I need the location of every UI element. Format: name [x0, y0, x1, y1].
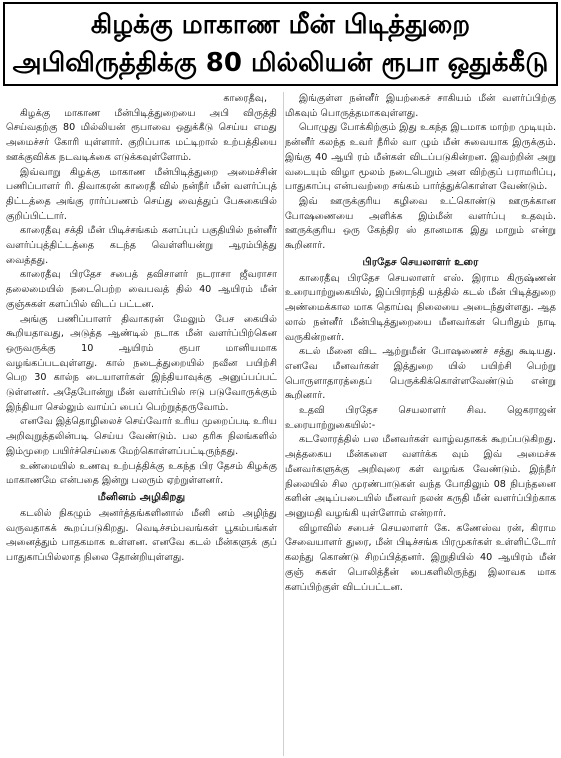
headline-line-2: அபிவிருத்திக்கு 80 மில்லியன் ரூபா ஒதுக்கீடு — [12, 48, 549, 78]
paragraph: விழாவில் சபைச் செயலாளர் கே. கணேஸ்வ ரன், கிராம சேவையாளர் துரை, மீன் பிடிச்சங்க பிரமுகர்கள் உள்ளிட்டோர் கலந்து கொண்டு சிறப்பித்தனர். இறுதியில் 40 ஆயிரம் மீன் குஞ் சுகள் பொலித்தீன் பைகளிலிருந்து இலாவக மாக களப்பிற்குள் விடப்பட்டன. — [285, 522, 556, 593]
paragraph: கிழக்கு மாகாண மீன்பிடித்துறையை அபி விருத்தி செய்வதற்கு 80 மில்லியன் ரூபாவை ஒதுக்கீடு செய்ய எமது அமைச்சர் கோரி யுள்ளார். குறிப்பாக மட்டிறால் உற்பத்தியை ஊக்குவிக்க நடவடிக்கை எடுக்கவுள்ளோம். — [6, 107, 277, 163]
paragraph: கடலோரத்தில் பல மீனவர்கள் வாழ்வதாகக் கூறப்படுகிறது. அத்தகைய மீன்களை வளர்க்க வும் இவ் அமைச்சு மீனவர்களுக்கு அறிவுரை கள் வழங்க வேண்டும். இந்நீர் நிலையில் சில முரண்பாடுகள் வந்த போதிலும் 08 நிபந்தனை களின் அடிப்படையில் மீனவர் நலன் கருதி மீன் வளர்ப்பிற்காக அனுமதி வழங்கி யுள்ளோம் என்றார். — [285, 434, 556, 519]
paragraph: காரைதீவு பிரதேச செயலாளர் எஸ். இராம கிருஷ்ணன் உரையாற்றுகையில், இப்பிராந்தி யத்தில் கடல் மீன் பிடித்துறை அண்மைக்கால மாக தொய்வு நிலையை அடைந்துள்ளது. ஆத லால் நன்னீர் மீன்பிடித்துறையை மீனவர்கள் பெரிதும் நாடி வருகின்றனர். — [285, 272, 556, 343]
subheading: மீனினம் அழிகிறது — [97, 491, 186, 503]
subheading: பிரதேச செயலாளர் உரை — [362, 256, 479, 268]
paragraph: இவ்வாறு கிழக்கு மாகாண மீன்பிடித்துறை அமைச்சின் பணிப்பாளர் ரி. திவாகரன் காரைதீ வில் நன்நீர் மீன் வளர்ப்புத் திட்டத்தை அங்கு ரார்ப்பணம் செய்து வைத்துப் பேசுகையில் குறிப்பிட்டார். — [6, 166, 277, 222]
paragraph: அங்கு பணிப்பாளர் திவாகரன் மேலும் பேச கையில் கூறியதாவது, அடுத்த ஆண்டில் நடாக மீன் வளர்ப்பிற்கென ஒருவருக்கு 10 ஆயிரம் ரூபா மானியமாக வழங்கப்படவுள்ளது. கால் நடைத்துறையில் நவீன பயிற்சி பெற 30 கால்ந டையாளர்கள் இந்தியாவுக்கு அனுப்பப்பட் டுள்ளனர். அதேபோன்று மீன் வளர்ப்பில் ஈடு படுவோருக்கும் இந்தியா செல்லும் வாய்ப் பைப் பெற்றுத்தருவோம். — [6, 313, 277, 413]
left-column — [6, 92, 277, 756]
article-body — [6, 92, 556, 756]
dateline: காரைதீவு, — [223, 93, 267, 104]
paragraph: உண்மையில் உணவு உற்பத்திக்கு உகந்த பிர தேசம் கிழக்கு மாகாணமே என்பதை இன்று பலரும் ஏற்றுள்ளனர். — [6, 460, 277, 487]
paragraph: எனவே இத்தொழிலைச் செய்வோர் உரிய முறைப்படி உரிய அறிவுறுத்தலின்படி செய்ய வேண்டும். பல தரிசு நிலங்களில் இம்முறை பயிர்ச்செய்கை மேற்கொள்ளப்பட்டிருந்தது. — [6, 416, 277, 457]
headline-box — [3, 2, 558, 86]
paragraph: இவ் ஊருக்குரிய கழிவை உட்கொண்டு ஊருக்கான போஷணையை அளிக்க இம்மீன் வளர்ப்பு உதவும். ஊருக்குரிய ஒரு கேந்திர ஸ் தானமாக இது மாறும் என்று கூறினார். — [285, 195, 556, 252]
headline-line-1: கிழக்கு மாகாண மீன் பிடித்துறை — [90, 10, 471, 40]
paragraph: இங்குள்ள நன்னீர் இயற்கைச் சாகியம் மீன் வளர்ப்பிற்கு மிகவும் பொருத்தமாகவுள்ளது. — [285, 93, 556, 119]
paragraph: கடல் மீனை விட ஆற்றுமீன் போஷணைச் சத்து கூடியது. எனவே மீனவர்கள் இத்துறை யில் பயிற்சி பெற்று பொருளாதாரத்தைப் பெருக்கிக்கொள்ளவேண்டும் என்று கூறினார். — [285, 346, 556, 402]
paragraph: காரைதீவு சக்தி மீன் பிடிச்சங்கம் களப்புப் பகுதியில் நன்னீர் வளர்ப்புத்திட்டத்தை கடந்த வெள்ளியன்று ஆரம்பித்து வைத்தது. — [6, 225, 277, 266]
paragraph: காரைதீவு பிரதேச சபைத் தவிசாளர் நடராசா ஜீவராசா தலைமையில் நடைபெற்ற வைபவத் தில் 40 ஆயிரம் மீன் குஞ்சுகள் களப்பில் விடப் பட்டன. — [6, 269, 277, 310]
paragraph: உதவி பிரதேச செயலாளர் சிவ. ஜெகராஜன் உரையாற்றுகையில்:- — [285, 405, 556, 431]
paragraph: பொழுது போக்கிற்கும் இது உகந்த இடமாக மாற்ற முடியும். நன்னீர் கலந்த உவர் நீரில் வா ழும் மீன் சுவையாக இருக்கும். இங்கு 40 ஆயி ரம் மீன்கள் விடப்படுகின்றன. இவற்றின் அறு வடையும் விழா மூலம் நடைபெறும் அள விற்குப் பராமரிப்பு, பாதுகாப்பு என்பவற்றை சங்கம் பார்த்துக்கொள்ள வேண்டும். — [285, 122, 556, 193]
right-column — [285, 92, 556, 756]
paragraph: கடலில் நிகழும் அனர்த்தங்களினால் மீனி னம் அழிந்து வருவதாகக் கூறப்படுகிறது. வெடிச்சம்பவங்கள் பூகம்பங்கள் அனைத்தும் பாதகமாக உள்ளன. எனவே கடல் மீன்களுக் குப் பாதுகாப்பில்லாத நிலை தோன்றியுள்ளது. — [6, 507, 277, 564]
